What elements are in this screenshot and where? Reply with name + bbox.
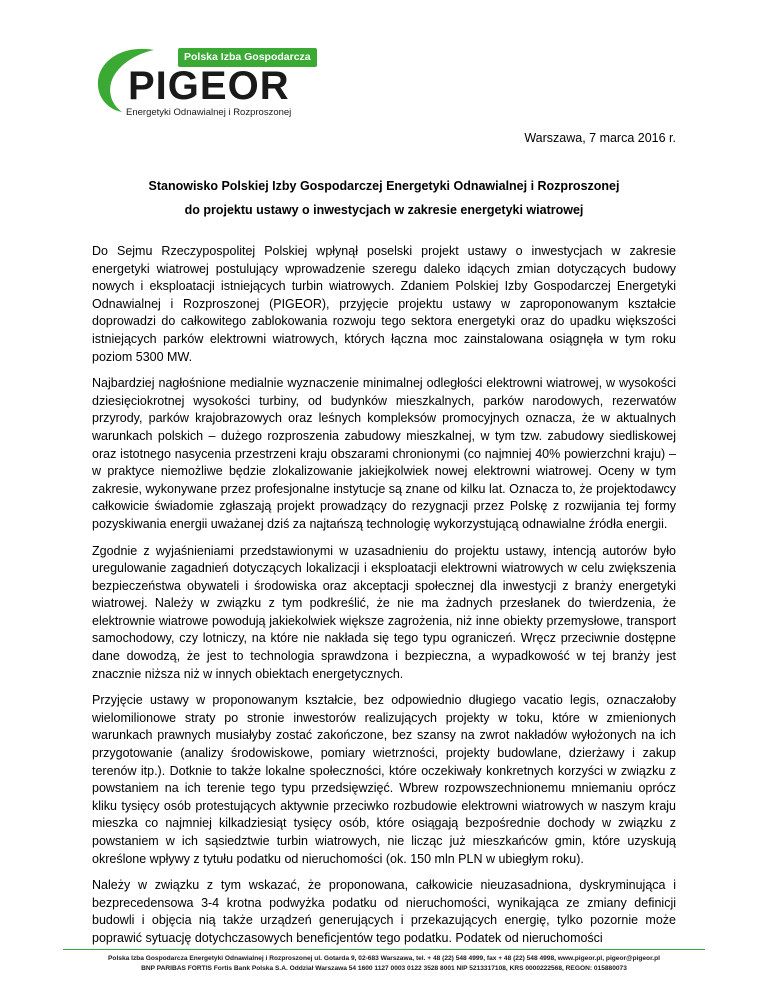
body-paragraph: Zgodnie z wyjaśnieniami przedstawionymi w uzasadnieniu do projektu ustawy, intencją autorów było uregulowanie zagadnień dotyczących lokalizacji i eksploatacji elektrowni wiatrowych w celu zwiększenia bezpieczeństwa obywateli i środowiska oraz akceptacji społecznej dla inwestycji z branży energetyki wiatrowej. Należy w związku z tym podkreślić, że nie ma żadnych przesłanek do twierdzenia, że elektrownie wiatrowe powodują jakiekolwiek większe zagrożenia, niż inne obiekty przemysłowe, transport samochodowy, czy lotniczy, na które nie nakłada się tego typu ograniczeń. Wręcz przeciwnie dostępne dane dowodzą, że jest to technologia sprawdzona i bezpieczna, a wypadkowość w tej branży jest znacznie niższa niż w innych obiektach energetycznych. — [92, 543, 676, 681]
logo-badge: Polska Izba Gospodarcza — [178, 48, 317, 67]
footer-divider — [63, 949, 705, 950]
pigeor-logo — [92, 40, 322, 120]
footer-bank-details: BNP PARIBAS FORTIS Fortis Bank Polska S.A. Oddział Warszawa 54 1600 1127 0003 0122 3528 8001 NIP 5213317108, KRS 0000222568, REGON: 015880073 — [141, 965, 627, 972]
document-body — [92, 243, 676, 957]
document-title-line1: Stanowisko Polskiej Izby Gospodarczej Energetyki Odnawialnej i Rozproszonej — [148, 179, 620, 193]
body-paragraph: Należy w związku z tym wskazać, że proponowana, całkowicie nieuzasadniona, dyskryminująca i bezprecedensowa 3-4 krotna podwyżka podatku od nieruchomości, wynikająca ze zmiany definicji budowli i objęcia nią także urządzeń generujących i przekazujących energię, tylko pozornie może poprawić sytuację dotychczasowych beneficjentów tego podatku. Podatek od nieruchomości — [92, 878, 676, 945]
body-paragraph: Przyjęcie ustawy w proponowanym kształcie, bez odpowiednio długiego vacatio legis, oznaczałoby wielomilionowe straty po stronie inwestorów realizujących projekty w toku, które w zmienionych warunkach prawnych musiałyby zostać zakończone, bez szansy na zwrot nakładów wyłożonych na ich przygotowanie (analizy środowiskowe, pomiary wietrzności, projekty budowlane, dzierżawy i zakup terenów itp.). Dotknie to także lokalne społeczności, które oczekiwały konkretnych korzyści w związku z powstaniem na ich terenie tego typu przedsięwzięć. Wbrew rozpowszechnionemu mniemaniu oprócz kliku tysięcy osób protestujących aktywnie przeciwko rozbudowie elektrowni wiatrowych w naszym kraju mieszka co najmniej kilkadziesiąt tysięcy osób, które osiągają bezpośrednie dochody w związku z powstaniem w ich sąsiedztwie turbin wiatrowych, nie licząc już mieszkańców gmin, które uzyskują określone wpływy z tytułu podatku od nieruchomości (ok. 150 mln PLN w ubiegłym roku). — [92, 693, 676, 866]
document-title-line2: do projektu ustawy o inwestycjach w zakresie energetyki wiatrowej — [184, 203, 584, 217]
logo-name: PIGEOR — [128, 64, 290, 108]
logo-subtitle: Energetyki Odnawialnej i Rozproszonej — [126, 107, 292, 118]
footer-address: Polska Izba Gospodarcza Energetyki Odnawialnej i Rozproszonej ul. Gotarda 9, 02-683 Warszawa, tel. + 48 (22) 548 4999, fax + 48 (22) 548 4998, www.pigeor.pl, pigeor@pigeor.pl — [108, 955, 660, 962]
document-date: Warszawa, 7 marca 2016 r. — [524, 131, 676, 145]
body-paragraph: Najbardziej nagłośnione medialnie wyznaczenie minimalnej odległości elektrowni wiatrowej, w wysokości dziesięciokrotnej wysokości turbiny, od budynków mieszkalnych, parków narodowych, rezerwatów przyrody, parków krajobrazowych oraz leśnych kompleksów promocyjnych oznacza, że w aktualnych warunkach polskich – dużego rozproszenia zabudowy mieszkalnej, w tym tzw. zabudowy siedliskowej oraz istotnego nasycenia przestrzeni kraju obszarami chronionymi (co najmniej 40% powierzchni kraju) – w praktyce niemożliwe będzie zlokalizowanie jakiejkolwiek nowej elektrowni wiatrowej. Oceny w tym zakresie, wykonywane przez profesjonalne instytucje są znane od kilku lat. Oznacza to, że projektodawcy całkowicie świadomie zgłaszają projekt prowadzący do rezygnacji przez Polskę z rozwijania tej formy pozyskiwania energii uważanej dziś za najtańszą technologię wykorzystującą odnawialne źródła energii. — [92, 376, 676, 531]
body-paragraph: Do Sejmu Rzeczypospolitej Polskiej wpłynął poselski projekt ustawy o inwestycjach w zakresie energetyki wiatrowej postulujący wprowadzenie szeregu daleko idących zmian dotyczących budowy nowych i eksploatacji istniejących turbin wiatrowych. Zdaniem Polskiej Izby Gospodarczej Energetyki Odnawialnej i Rozproszonej (PIGEOR), przyjęcie projektu ustawy w zaproponowanym kształcie doprowadzi do całkowitego zablokowania rozwoju tego sektora energetyki oraz do upadku większości istniejących parków elektrowni wiatrowych, których łączna moc zainstalowana osiągnęła w tym roku poziom 5300 MW. — [92, 244, 676, 364]
